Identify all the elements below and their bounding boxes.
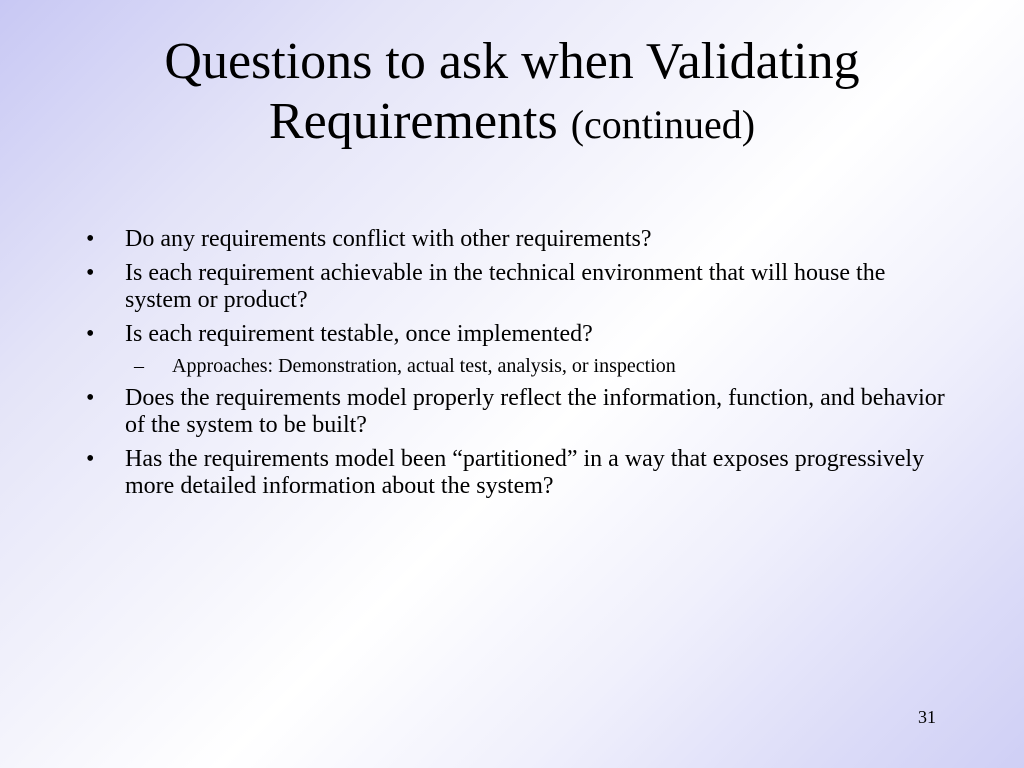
bullet-marker: • (86, 385, 95, 411)
slide-title-main: Questions to ask when Validating Requirements (164, 33, 860, 150)
bullet-text: Is each requirement testable, once implemented? (125, 321, 593, 347)
bullet-marker: • (86, 226, 95, 252)
slide-title-suffix: (continued) (570, 102, 756, 147)
bullet-text: Does the requirements model properly reflect the information, function, and behavior of the system to be built? (125, 385, 945, 438)
bullet-item (86, 321, 946, 348)
bullet-marker: • (86, 260, 95, 286)
bullet-text: Has the requirements model been “partitioned” in a way that exposes progressively more detailed information about the system? (125, 446, 925, 499)
dash-marker: – (134, 355, 144, 377)
bullet-item (86, 446, 946, 500)
bullet-item (86, 226, 946, 253)
bullet-item (86, 385, 946, 439)
bullet-text: Do any requirements conflict with other requirements? (125, 226, 652, 252)
bullet-list (86, 226, 946, 507)
sub-bullet-item (126, 354, 946, 378)
bullet-item (86, 260, 946, 314)
bullet-text: Is each requirement achievable in the technical environment that will house the system or product? (125, 260, 886, 313)
slide-title (40, 32, 984, 155)
bullet-marker: • (86, 446, 95, 472)
sub-bullet-text: Approaches: Demonstration, actual test, analysis, or inspection (172, 355, 676, 377)
page-number: 31 (918, 707, 936, 727)
bullet-marker: • (86, 321, 95, 347)
